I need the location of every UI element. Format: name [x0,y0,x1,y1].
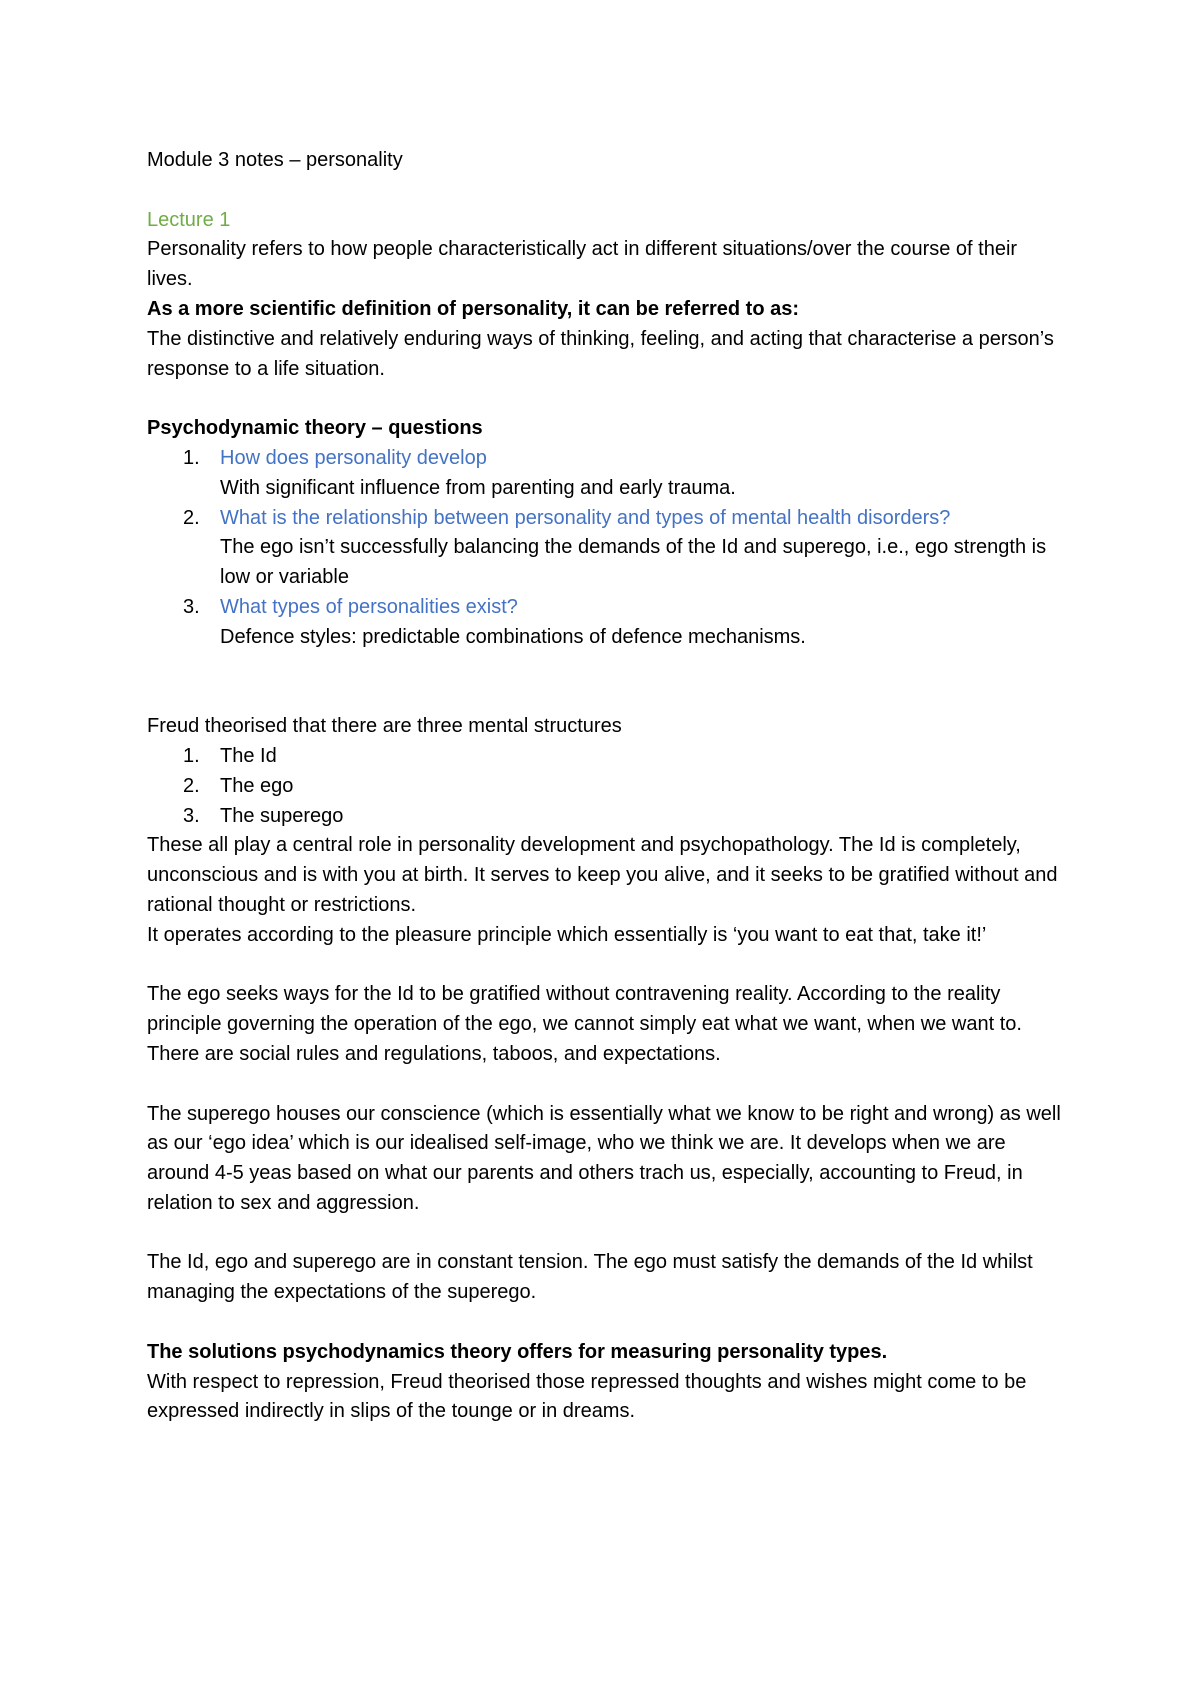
ego-paragraph: The ego seeks ways for the Id to be gratified without contravening reality. According to the reality principle governing the operation of the ego, we cannot simply eat what we want, when we want to. There are social rules and regulations, taboos, and expectations. [147,983,1022,1065]
scientific-definition: The distinctive and relatively enduring ways of thinking, feeling, and acting that characterise a person’s response to a life situation. [147,327,1054,380]
spacer [147,1219,1067,1249]
document-title: Module 3 notes – personality [147,149,403,171]
document-body [147,146,1067,1427]
spacer [147,653,1067,713]
solutions-paragraph: With respect to repression, Freud theorised those repressed thoughts and wishes might come to be expressed indirectly in slips of the tounge or in dreams. [147,1370,1027,1423]
structure-label: The ego [220,774,294,797]
scientific-lead: As a more scientific definition of personality, it can be referred to as: [147,297,800,320]
solutions-heading: The solutions psychodynamics theory offers for measuring personality types. [147,1340,888,1363]
list-number: 1. [183,446,200,469]
spacer [147,176,1067,206]
id-paragraph: These all play a central role in personality development and psychopathology. The Id is completely, unconscious and is with you at birth. It serves to keep you alive, and it seeks to be gratified without and rational thought or restrictions. [147,834,1058,916]
answer-text: Defence styles: predictable combinations of defence mechanisms. [220,625,806,648]
question-text: What is the relationship between personality and types of mental health disorders? [220,506,951,529]
list-item [147,742,1067,772]
psychodynamic-heading: Psychodynamic theory – questions [147,417,483,440]
list-item [147,802,1067,832]
answer-text: The ego isn’t successfully balancing the demands of the Id and superego, i.e., ego strength is low or variable [220,536,1047,589]
structure-label: The superego [220,804,344,827]
spacer [147,384,1067,414]
question-text: What types of personalities exist? [220,595,518,618]
list-number: 2. [183,774,200,797]
list-item [147,504,1067,593]
answer-text: With significant influence from parenting and early trauma. [220,476,736,499]
question-text: How does personality develop [220,446,487,469]
spacer [147,1308,1067,1338]
lecture-heading: Lecture 1 [147,208,231,231]
tension-paragraph: The Id, ego and superego are in constant tension. The ego must satisfy the demands of the Id whilst managing the expectations of the superego. [147,1251,1033,1304]
freud-lead: Freud theorised that there are three mental structures [147,715,622,738]
list-number: 1. [183,744,200,767]
list-number: 3. [183,595,200,618]
pleasure-principle-paragraph: It operates according to the pleasure principle which essentially is ‘you want to eat that, take it!’ [147,923,987,946]
psychodynamic-question-list [147,444,1067,653]
list-item [147,593,1067,653]
structure-label: The Id [220,744,277,767]
list-item [147,444,1067,504]
spacer [147,1070,1067,1100]
list-number: 2. [183,506,200,529]
list-item [147,772,1067,802]
list-number: 3. [183,804,200,827]
superego-paragraph: The superego houses our conscience (which is essentially what we know to be right and wrong) as well as our ‘ego idea’ which is our idealised self-image, who we think we are. It develops when we are around 4-5 yeas based on what our parents and others trach us, especially, accounting to Freud, in relation to sex and aggression. [147,1102,1061,1214]
spacer [147,951,1067,981]
intro-paragraph: Personality refers to how people characteristically act in different situations/over the course of their lives. [147,238,1018,291]
mental-structures-list [147,742,1067,831]
